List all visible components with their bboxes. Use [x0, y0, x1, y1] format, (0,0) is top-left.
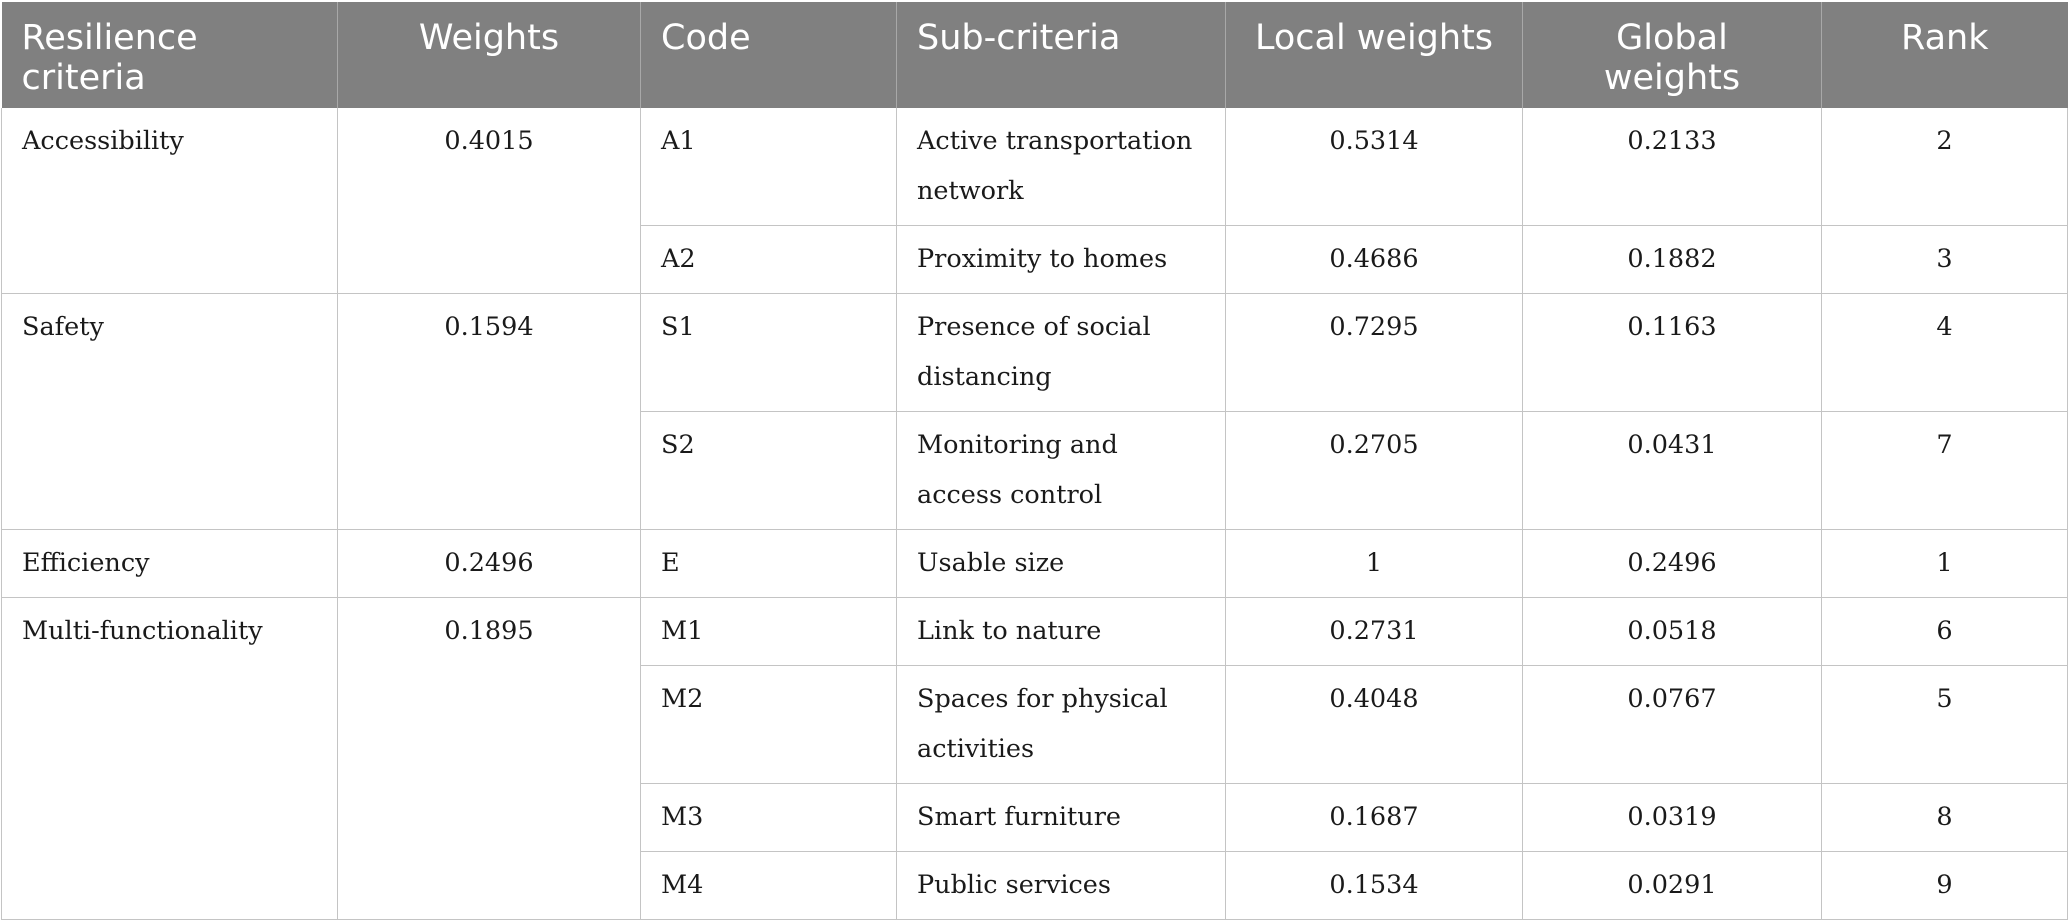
global-weight-cell: 0.0767 [1523, 666, 1822, 784]
criteria-cell: Efficiency [2, 530, 338, 598]
local-weight-cell: 0.1534 [1226, 852, 1523, 920]
weight-cell: 0.4015 [338, 108, 641, 294]
weight-cell: 0.2496 [338, 530, 641, 598]
rank-cell: 2 [1822, 108, 2068, 226]
header-sub-criteria: Sub-criteria [897, 2, 1226, 108]
criteria-cell: Accessibility [2, 108, 338, 294]
local-weight-cell: 0.2705 [1226, 412, 1523, 530]
code-cell: M1 [641, 598, 897, 666]
rank-cell: 5 [1822, 666, 2068, 784]
header-row [2, 2, 2068, 108]
sub-criteria-cell: Active transportation network [897, 108, 1226, 226]
header-code: Code [641, 2, 897, 108]
sub-criteria-cell: Usable size [897, 530, 1226, 598]
code-cell: A2 [641, 226, 897, 294]
rank-cell: 8 [1822, 784, 2068, 852]
code-cell: S2 [641, 412, 897, 530]
sub-criteria-cell: Public services [897, 852, 1226, 920]
code-cell: M4 [641, 852, 897, 920]
criteria-cell: Multi-functionality [2, 598, 338, 920]
local-weight-cell: 0.5314 [1226, 108, 1523, 226]
sub-criteria-cell: Spaces for physical activities [897, 666, 1226, 784]
header-global-weights: Global weights [1523, 2, 1822, 108]
local-weight-cell: 0.1687 [1226, 784, 1523, 852]
header-rank: Rank [1822, 2, 2068, 108]
code-cell: M2 [641, 666, 897, 784]
local-weight-cell: 0.4686 [1226, 226, 1523, 294]
table-body [2, 108, 2068, 920]
weight-cell: 0.1895 [338, 598, 641, 920]
header-criteria: Resilience criteria [2, 2, 338, 108]
global-weight-cell: 0.1163 [1523, 294, 1822, 412]
criteria-cell: Safety [2, 294, 338, 530]
global-weight-cell: 0.0291 [1523, 852, 1822, 920]
code-cell: A1 [641, 108, 897, 226]
global-weight-cell: 0.0319 [1523, 784, 1822, 852]
global-weight-cell: 0.2496 [1523, 530, 1822, 598]
global-weight-cell: 0.2133 [1523, 108, 1822, 226]
table-row [2, 294, 2068, 412]
rank-cell: 9 [1822, 852, 2068, 920]
sub-criteria-cell: Link to nature [897, 598, 1226, 666]
rank-cell: 1 [1822, 530, 2068, 598]
rank-cell: 6 [1822, 598, 2068, 666]
global-weight-cell: 0.1882 [1523, 226, 1822, 294]
header-local-weights: Local weights [1226, 2, 1523, 108]
table-header [2, 2, 2068, 108]
weights-table [1, 2, 2068, 920]
rank-cell: 7 [1822, 412, 2068, 530]
table-row [2, 108, 2068, 226]
code-cell: E [641, 530, 897, 598]
local-weight-cell: 0.4048 [1226, 666, 1523, 784]
global-weight-cell: 0.0518 [1523, 598, 1822, 666]
sub-criteria-cell: Monitoring and access control [897, 412, 1226, 530]
rank-cell: 4 [1822, 294, 2068, 412]
sub-criteria-cell: Smart furniture [897, 784, 1226, 852]
local-weight-cell: 0.7295 [1226, 294, 1523, 412]
code-cell: M3 [641, 784, 897, 852]
local-weight-cell: 0.2731 [1226, 598, 1523, 666]
global-weight-cell: 0.0431 [1523, 412, 1822, 530]
table-row [2, 530, 2068, 598]
rank-cell: 3 [1822, 226, 2068, 294]
code-cell: S1 [641, 294, 897, 412]
sub-criteria-cell: Proximity to homes [897, 226, 1226, 294]
sub-criteria-cell: Presence of social distancing [897, 294, 1226, 412]
header-weights: Weights [338, 2, 641, 108]
table-row [2, 598, 2068, 666]
local-weight-cell: 1 [1226, 530, 1523, 598]
weight-cell: 0.1594 [338, 294, 641, 530]
